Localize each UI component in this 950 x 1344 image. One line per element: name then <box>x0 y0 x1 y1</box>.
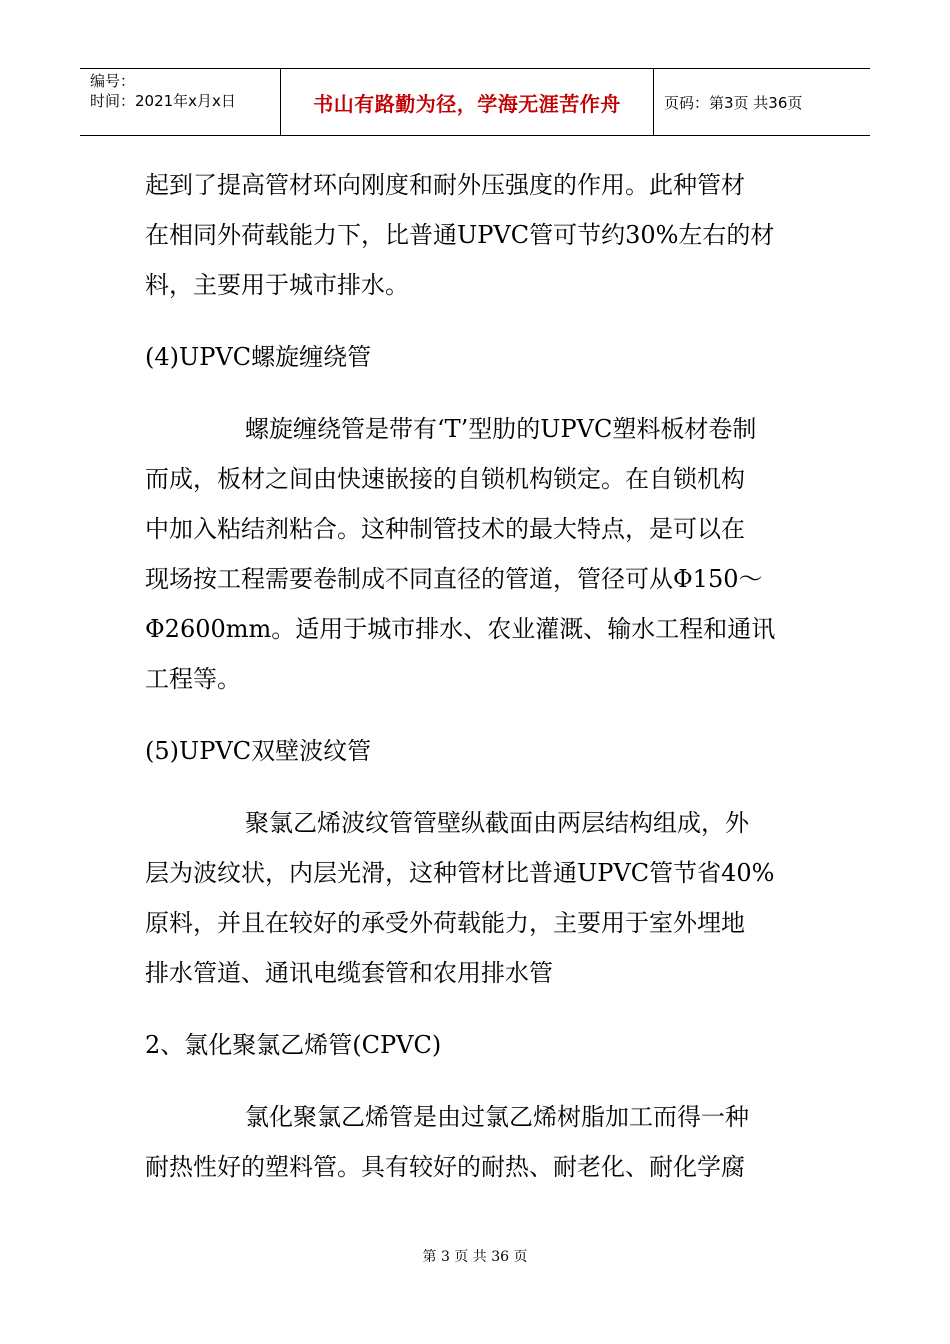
paragraph-2 <box>145 404 810 704</box>
text-line: 现场按工程需要卷制成不同直径的管道，管径可从Φ150～ <box>145 565 763 593</box>
document-time-label: 时间：2021年x月x日 <box>90 92 236 110</box>
text-line: 聚氯乙烯波纹管管壁纵截面由两层结构组成，外 <box>245 809 749 837</box>
header-meta <box>80 69 281 135</box>
section-heading-2: 2、氯化聚氯乙烯管(CPVC) <box>145 1031 442 1059</box>
paragraph-4 <box>145 1092 810 1192</box>
text-line: 螺旋缠绕管是带有‘T’型肋的UPVC塑料板材卷制 <box>245 415 757 443</box>
section-heading-5: (5)UPVC双壁波纹管 <box>145 737 372 765</box>
document-body <box>145 160 810 1192</box>
paragraph-1 <box>145 160 810 310</box>
text-line: 在相同外荷载能力下，比普通UPVC管可节约30%左右的材 <box>145 221 775 249</box>
text-line: 氯化聚氯乙烯管是由过氯乙烯树脂加工而得一种 <box>245 1103 749 1131</box>
text-line: 层为波纹状，内层光滑，这种管材比普通UPVC管节省40% <box>145 859 775 887</box>
text-line: 起到了提高管材环向刚度和耐外压强度的作用。此种管材 <box>145 171 745 199</box>
page-footer: 第 3 页 共 36 页 <box>422 1249 528 1265</box>
document-number-label: 编号： <box>90 72 136 90</box>
text-line: 而成，板材之间由快速嵌接的自锁机构锁定。在自锁机构 <box>145 465 745 493</box>
text-line: 中加入粘结剂粘合。这种制管技术的最大特点，是可以在 <box>145 515 745 543</box>
text-line: Φ2600mm。适用于城市排水、农业灌溉、输水工程和通讯 <box>145 615 776 643</box>
section-heading-4: (4)UPVC螺旋缠绕管 <box>145 343 372 371</box>
page-header <box>80 68 870 136</box>
text-line: 排水管道、通讯电缆套管和农用排水管 <box>145 959 553 987</box>
text-line: 料，主要用于城市排水。 <box>145 271 409 299</box>
text-line: 原料，并且在较好的承受外荷载能力，主要用于室外埋地 <box>145 909 745 937</box>
text-line: 耐热性好的塑料管。具有较好的耐热、耐老化、耐化学腐 <box>145 1153 745 1181</box>
header-page-info: 页码：第3页 共36页 <box>664 93 803 112</box>
paragraph-3 <box>145 798 810 998</box>
header-motto: 书山有路勤为径，学海无涯苦作舟 <box>281 69 654 135</box>
text-line: 工程等。 <box>145 665 241 693</box>
